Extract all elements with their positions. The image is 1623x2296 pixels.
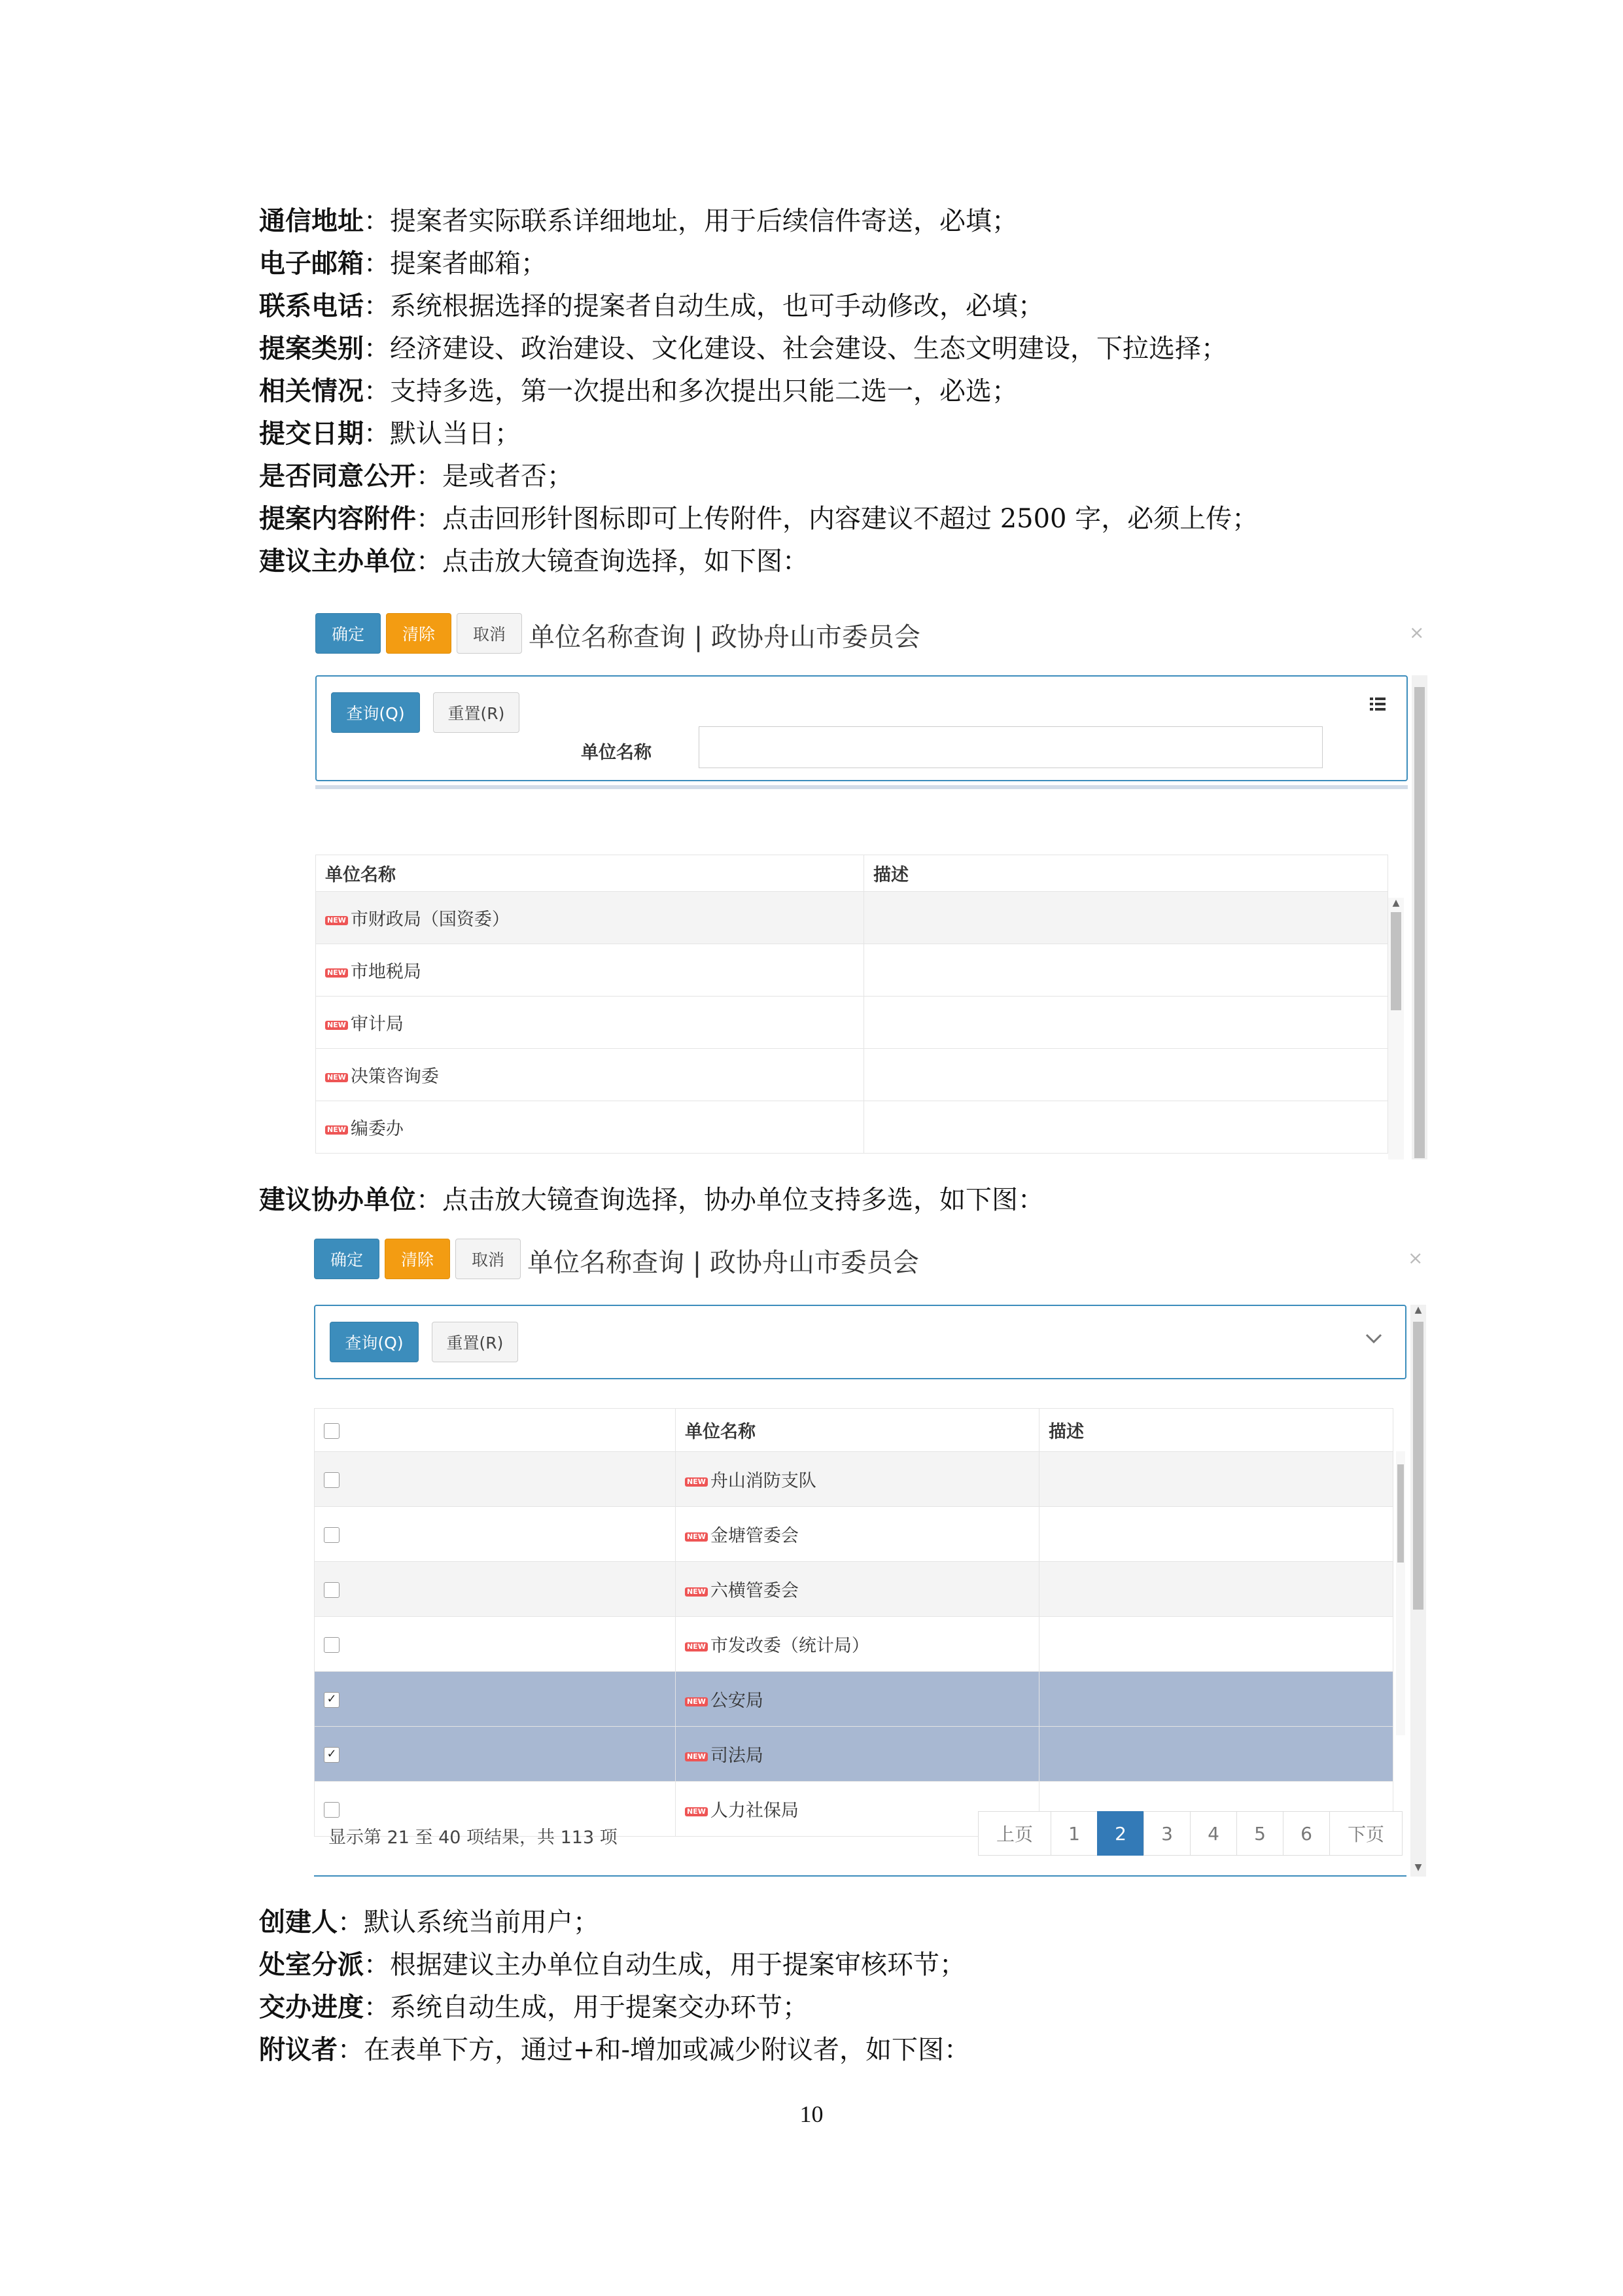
table-row[interactable]: NEW 舟山消防支队 bbox=[315, 1452, 1393, 1507]
pager-prev[interactable]: 上页 bbox=[978, 1811, 1051, 1856]
table-row-selected[interactable]: ✓ NEW 公安局 bbox=[315, 1672, 1393, 1727]
outer-scroll-thumb[interactable] bbox=[1414, 687, 1425, 1158]
table-row[interactable]: NEW 金塘管委会 bbox=[315, 1507, 1393, 1562]
dialog-title: 单位名称查询 | 政协舟山市委员会 bbox=[529, 622, 920, 652]
query-button[interactable]: 查询(Q) bbox=[330, 1322, 419, 1362]
paragraph-creator: 创建人：默认系统当前用户； bbox=[259, 1907, 599, 1937]
column-header-name[interactable]: 单位名称 bbox=[676, 1409, 1039, 1452]
unit-name-input[interactable] bbox=[699, 726, 1323, 768]
unit-table bbox=[314, 1408, 1393, 1837]
column-header-desc[interactable]: 描述 bbox=[864, 855, 1388, 892]
table-row[interactable]: NEW 人力社保局 bbox=[315, 1782, 1393, 1837]
table-header bbox=[315, 1409, 1393, 1452]
new-tag-icon: NEW bbox=[685, 1807, 708, 1816]
paragraph-co-unit: 建议协办单位：点击放大镜查询选择，协办单位支持多选，如下图： bbox=[259, 1185, 1044, 1215]
paragraph-email: 电子邮箱：提案者邮箱； bbox=[259, 249, 547, 279]
table-scrollbar[interactable] bbox=[1396, 1451, 1405, 1735]
scroll-down-icon[interactable]: ▼ bbox=[1414, 1862, 1422, 1873]
row-checkbox-checked[interactable]: ✓ bbox=[324, 1747, 340, 1763]
table-row[interactable]: NEW 六横管委会 bbox=[315, 1562, 1393, 1617]
table-row[interactable]: NEW 市财政局（国资委） bbox=[316, 892, 1388, 944]
row-checkbox[interactable] bbox=[324, 1472, 340, 1488]
dialog-title: 单位名称查询 | 政协舟山市委员会 bbox=[527, 1248, 919, 1278]
new-tag-icon: NEW bbox=[325, 1021, 348, 1030]
paragraph-attachment: 提案内容附件：点击回形针图标即可上传附件，内容建议不超过 2500 字，必须上传； bbox=[259, 504, 1259, 534]
search-panel bbox=[314, 1305, 1406, 1379]
paragraph-progress: 交办进度：系统自动生成，用于提案交办环节； bbox=[259, 1992, 809, 2022]
paragraph-public: 是否同意公开：是或者否； bbox=[259, 461, 573, 491]
confirm-button[interactable]: 确定 bbox=[314, 1239, 379, 1279]
paragraph-category: 提案类别：经济建设、政治建设、文化建设、社会建设、生态文明建设，下拉选择； bbox=[259, 334, 1227, 364]
select-all-cell bbox=[315, 1409, 676, 1452]
new-tag-icon: NEW bbox=[685, 1697, 708, 1706]
row-checkbox[interactable] bbox=[324, 1637, 340, 1653]
scroll-up-icon[interactable]: ▲ bbox=[1414, 1305, 1422, 1315]
outer-scroll-thumb[interactable] bbox=[1413, 1322, 1423, 1610]
table-row[interactable]: NEW 审计局 bbox=[316, 997, 1388, 1049]
cancel-button[interactable]: 取消 bbox=[455, 1239, 521, 1279]
cancel-button[interactable]: 取消 bbox=[457, 613, 522, 654]
pager-page-4[interactable]: 4 bbox=[1190, 1811, 1237, 1856]
row-checkbox[interactable] bbox=[324, 1582, 340, 1598]
new-tag-icon: NEW bbox=[325, 968, 348, 978]
clear-button[interactable]: 清除 bbox=[385, 1239, 450, 1279]
outer-scrollbar[interactable] bbox=[1410, 1305, 1426, 1877]
table-row[interactable]: NEW 决策咨询委 bbox=[316, 1049, 1388, 1101]
new-tag-icon: NEW bbox=[325, 916, 348, 925]
table-scroll-thumb[interactable] bbox=[1391, 912, 1401, 1010]
select-all-checkbox[interactable] bbox=[324, 1423, 340, 1439]
search-panel bbox=[315, 675, 1408, 781]
paragraph-assignment: 处室分派：根据建议主办单位自动生成，用于提案审核环节； bbox=[259, 1950, 966, 1980]
table-row-selected[interactable]: ✓ NEW 司法局 bbox=[315, 1727, 1393, 1782]
pager-page-1[interactable]: 1 bbox=[1051, 1811, 1098, 1856]
reset-button[interactable]: 重置(R) bbox=[433, 692, 519, 733]
new-tag-icon: NEW bbox=[685, 1752, 708, 1761]
row-checkbox-checked[interactable]: ✓ bbox=[324, 1692, 340, 1708]
new-tag-icon: NEW bbox=[325, 1073, 348, 1082]
close-icon[interactable]: × bbox=[1409, 622, 1425, 643]
list-icon[interactable] bbox=[1370, 698, 1386, 711]
co-unit-dialog bbox=[314, 1235, 1426, 1877]
new-tag-icon: NEW bbox=[685, 1587, 708, 1597]
unit-name-label: 单位名称 bbox=[581, 743, 652, 763]
result-summary: 显示第 21 至 40 项结果，共 113 项 bbox=[328, 1828, 618, 1848]
pagination bbox=[979, 1811, 1403, 1856]
clear-button[interactable]: 清除 bbox=[386, 613, 451, 654]
column-header-name[interactable]: 单位名称 bbox=[316, 855, 864, 892]
new-tag-icon: NEW bbox=[685, 1532, 708, 1542]
paragraph-seconders: 附议者：在表单下方，通过+和-增加或减少附议者，如下图： bbox=[259, 2035, 971, 2065]
paragraph-host-unit: 建议主办单位：点击放大镜查询选择，如下图： bbox=[259, 546, 809, 576]
panel-divider bbox=[315, 785, 1408, 789]
paragraph-mailing-address: 通信地址：提案者实际联系详细地址，用于后续信件寄送，必填； bbox=[259, 206, 1018, 236]
table-row[interactable]: NEW 编委办 bbox=[316, 1101, 1388, 1154]
pager-page-2[interactable]: 2 bbox=[1097, 1811, 1144, 1856]
page-number: 10 bbox=[799, 2101, 824, 2127]
row-checkbox[interactable] bbox=[324, 1527, 340, 1543]
paragraph-related: 相关情况：支持多选，第一次提出和多次提出只能二选一，必选； bbox=[259, 376, 1018, 406]
chevron-down-icon[interactable] bbox=[1365, 1332, 1383, 1345]
table-scroll-thumb[interactable] bbox=[1397, 1464, 1404, 1563]
row-checkbox[interactable] bbox=[324, 1802, 340, 1818]
column-header-desc[interactable]: 描述 bbox=[1039, 1409, 1393, 1452]
new-tag-icon: NEW bbox=[685, 1477, 708, 1487]
table-row[interactable]: NEW 市地税局 bbox=[316, 944, 1388, 997]
paragraph-submit-date: 提交日期：默认当日； bbox=[259, 419, 521, 449]
dialog-toolbar bbox=[315, 610, 1427, 656]
confirm-button[interactable]: 确定 bbox=[315, 613, 381, 654]
scroll-up-icon[interactable]: ▲ bbox=[1392, 898, 1400, 908]
table-row[interactable]: NEW 市发改委（统计局） bbox=[315, 1617, 1393, 1672]
pager-page-3[interactable]: 3 bbox=[1143, 1811, 1191, 1856]
table-header bbox=[316, 855, 1388, 892]
pager-next[interactable]: 下页 bbox=[1329, 1811, 1403, 1856]
dialog-toolbar bbox=[314, 1235, 1426, 1281]
host-unit-dialog bbox=[315, 610, 1427, 1159]
paragraph-phone: 联系电话：系统根据选择的提案者自动生成，也可手动修改，必填； bbox=[259, 291, 1044, 321]
reset-button[interactable]: 重置(R) bbox=[432, 1322, 518, 1362]
close-icon[interactable]: × bbox=[1408, 1247, 1423, 1269]
new-tag-icon: NEW bbox=[325, 1125, 348, 1135]
outer-scrollbar[interactable] bbox=[1412, 675, 1427, 1159]
new-tag-icon: NEW bbox=[685, 1642, 708, 1651]
table-viewport bbox=[314, 1408, 1400, 1821]
table-scrollbar[interactable] bbox=[1388, 898, 1404, 1159]
query-button[interactable]: 查询(Q) bbox=[331, 692, 420, 733]
pager-page-6[interactable]: 6 bbox=[1283, 1811, 1330, 1856]
pager-page-5[interactable]: 5 bbox=[1236, 1811, 1283, 1856]
unit-table bbox=[315, 855, 1388, 1154]
bottom-divider bbox=[314, 1875, 1406, 1877]
